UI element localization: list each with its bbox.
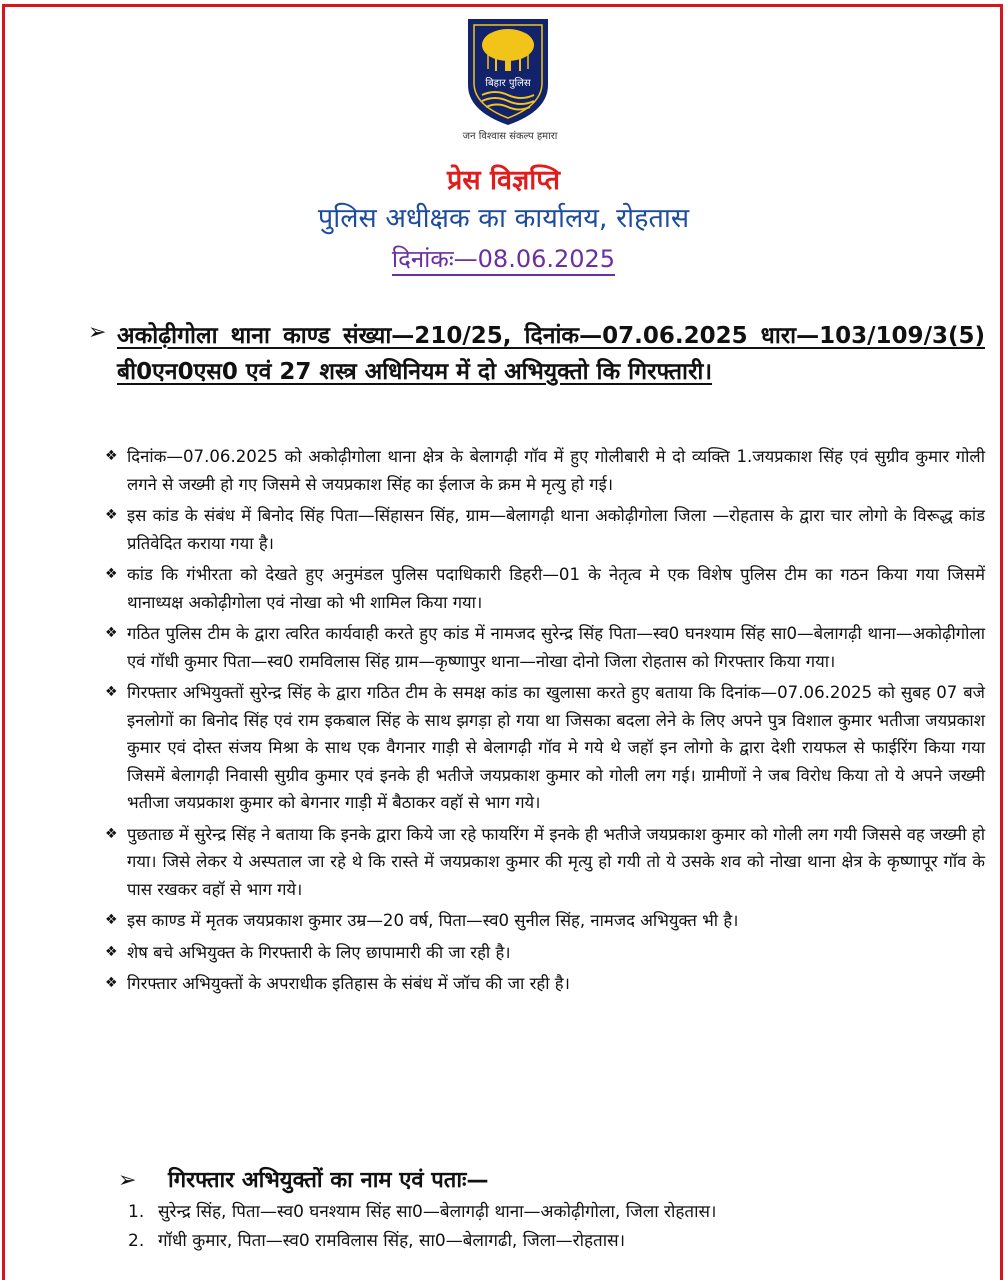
bullet-text: गिरफ्तार अभियुक्तों के अपराधीक इतिहास के संबंध में जॉच की जा रही है। (127, 974, 570, 993)
diamond-bullet-icon: ❖ (105, 975, 118, 991)
case-title-text: अकोढ़ीगोला थाना काण्ड संख्या—210/25, दिनांक—07.06.2025 धारा—103/109/3(5) बी0एन0एस0 एवं 27 शस्त्र अधिनियम में दो अभियुक्तो कि गिरफ्तारी। (117, 323, 985, 385)
diamond-bullet-icon: ❖ (105, 566, 118, 582)
bullet-text: गिरफ्तार अभियुक्तों सुरेन्द्र सिंह के द्वारा गठित टीम के समक्ष कांड का खुलासा करते हुए बताया कि दिनांक—07.06.2025 को सुबह 07 बजे इनलोगों का बिनोद सिंह एवं राम इकबाल सिंह के साथ झगड़ा हो गया था जिसका बदला लेने के लिए अपने पुत्र विशाल कुमार भतीजा जयप्रकाश कुमार एवं दोस्त संजय मिश्रा के साथ एक वैगनार गाड़ी से बेलागढ़ी गॉव मे गये थे जहॉ इन लोगो के द्वारा देशी रायफल से फाईरिंग किया गया जिसमें बेलागढ़ी निवासी सुग्रीव कुमार एवं इनके ही भतीजे जयप्रकाश कुमार को गोली लग गई। ग्रामीणों ने जब विरोध किया तो ये अपने जख्मी भतीजा जयप्रकाश कुमार को बेगनार गाड़ी में बैठाकर वहॉ से भाग गये। (127, 683, 985, 812)
list-item (105, 821, 985, 904)
diamond-bullet-icon: ❖ (105, 507, 118, 523)
bullet-text: कांड कि गंभीरता को देखते हुए अनुमंडल पुलिस पदाधिकारी डिहरी—01 के नेतृत्व मे एक विशेष पुलिस टीम का गठन किया गया जिसमें थानाध्यक्ष अकोढ़ीगोला एवं नोखा को भी शामिल किया गया। (127, 565, 985, 612)
bullet-text: दिनांक—07.06.2025 को अकोढ़ीगोला थाना क्षेत्र के बेलागढ़ी गॉव में हुए गोलीबारी मे दो व्यक्ति 1.जयप्रकाश सिंह एवं सुग्रीव कुमार गोली लगने से जख्मी हो गए जिसमे से जयप्रकाश सिंह का ईलाज के क्रम मे मृत्यु हो गई। (127, 447, 985, 494)
accused-arrow-icon: ➢ (118, 1168, 137, 1193)
bihar-police-logo (460, 15, 556, 145)
diamond-bullet-icon: ❖ (105, 825, 118, 842)
item-number: 2. (128, 1231, 145, 1251)
release-date-text: दिनांकः—08.06.2025 (392, 245, 615, 276)
diamond-bullet-icon: ❖ (105, 912, 118, 928)
accused-text: गॉधी कुमार, पिता—स्व0 रामविलास सिंह, सा0—बेलागढी, जिला—रोहतास। (158, 1231, 626, 1251)
diamond-bullet-icon: ❖ (105, 943, 118, 960)
list-item (105, 907, 985, 935)
list-item (105, 679, 985, 817)
list-item (105, 561, 985, 616)
case-arrow-icon: ➢ (88, 320, 107, 345)
list-item (105, 970, 985, 998)
list-item (128, 1198, 948, 1227)
accused-heading-text: गिरफ्तार अभियुक्तों का नाम एवं पताः— (168, 1168, 489, 1193)
list-item (128, 1227, 948, 1256)
case-title (117, 318, 985, 390)
logo-motto: जन विश्वास संकल्प हमारा (462, 131, 558, 142)
list-item (105, 502, 985, 557)
police-emblem-icon (460, 15, 556, 127)
bullet-text: इस कांड के संबंध में बिनोद सिंह पिता—सिंहासन सिंह, ग्राम—बेलागढ़ी थाना अकोढ़ीगोला जिला —रोहतास के द्वारा चार लोगो के विरूद्ध कांड प्रतिवेदित कराया गया है। (127, 506, 985, 553)
press-release-title: प्रेस विज्ञप्ति (446, 165, 561, 196)
accused-list (128, 1198, 948, 1256)
item-number: 1. (128, 1202, 145, 1222)
list-item (105, 443, 985, 498)
release-date (0, 242, 1007, 275)
office-name: पुलिस अधीक्षक का कार्यालय, रोहतास (317, 203, 690, 234)
bullet-text: गठित पुलिस टीम के द्वारा त्वरित कार्यवाही करते हुए कांड में नामजद सुरेन्द्र सिंह पिता—स्व0 घनश्याम सिंह सा0—बेलागढ़ी थाना—अकोढ़ीगोला एवं गॉधी कुमार पिता—स्व0 रामविलास सिंह ग्राम—कृष्णापुर थाना—नोखा दोनो जिला रोहतास को गिरफ्तार किया गया। (127, 624, 985, 671)
diamond-bullet-icon: ❖ (105, 448, 118, 464)
list-item (105, 939, 985, 967)
logo-label: बिहार पुलिस (485, 78, 531, 89)
diamond-bullet-icon: ❖ (105, 684, 118, 700)
list-item (105, 620, 985, 675)
accused-text: सुरेन्द्र सिंह, पिता—स्व0 घनश्याम सिंह सा0—बेलागढ़ी थाना—अकोढ़ीगोला, जिला रोहतास। (158, 1202, 717, 1222)
bullet-text: पुछताछ में सुरेन्द्र सिंह ने बताया कि इनके द्वारा किये जा रहे फायरिंग में इनके ही भतीजे जयप्रकाश कुमार को गोली लग गयी जिससे वह जख्मी हो गया। जिसे लेकर ये अस्पताल जा रहे थे कि रास्ते में जयप्रकाश कुमार की मृत्यु हो गयी तो ये उसके शव को नोखा थाना क्षेत्र के कृष्णापूर गॉव के पास रखकर वहॉ से भाग गये। (127, 824, 985, 899)
bullet-text: शेष बचे अभियुक्त के गिरफ्तारी के लिए छापामारी की जा रही है। (127, 942, 511, 962)
diamond-bullet-icon: ❖ (105, 625, 118, 641)
bullet-list (105, 443, 985, 1002)
accused-heading (118, 1164, 818, 1194)
bullet-text: इस काण्ड में मृतक जयप्रकाश कुमार उम्र—20 वर्ष, पिता—स्व0 सुनील सिंह, नामजद अभियुक्त भी है। (127, 911, 739, 930)
